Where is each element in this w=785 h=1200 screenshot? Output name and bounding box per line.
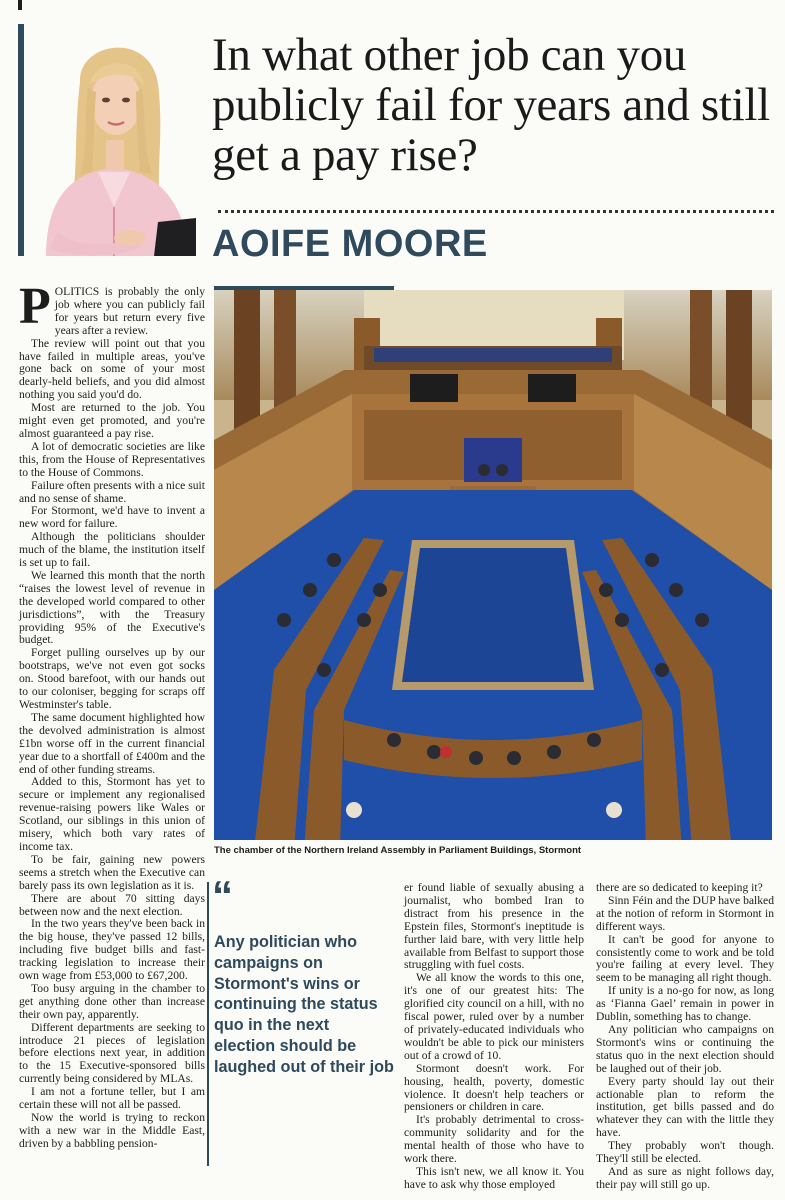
top-rule	[18, 0, 22, 10]
article-column-1	[19, 278, 205, 1151]
body-paragraph: There are about 70 sitting days between now and the next election.	[19, 891, 205, 918]
body-paragraph: It's probably detrimental to cross-community solidarity and for the mental health of those who have to work there.	[404, 1113, 584, 1166]
body-paragraph: Although the politicians shoulder much of the blame, the institution itself is set up to fail.	[19, 530, 205, 570]
body-paragraph: We all know the words to this one, it's one of our greatest hits: The glorified city council on a hill, with no fiscal power, ruled over by a number of privately-educated individuals who wouldn't be able to pick our ministers out of a crowd of 10.	[404, 971, 584, 1062]
body-paragraph: Too busy arguing in the chamber to get anything done other than increase their own pay, apparently.	[19, 981, 205, 1021]
pullquote: Any politician who campaigns on Stormont's wins or continuing the status quo in the next election should be laughed out of their job	[214, 933, 394, 1076]
body-paragraph: there are so dedicated to keeping it?	[596, 881, 763, 894]
body-paragraph: Every party should lay out their actionable plan to reform the institution, get bills passed and do whatever they can with the little they have.	[596, 1074, 774, 1140]
body-paragraph: Forget pulling ourselves up by our bootstraps, we've not even got socks on. Stood barefoot, with our hands out to our coloniser, begging for scraps off Westminster's table.	[19, 646, 205, 711]
body-paragraph: Added to this, Stormont has yet to secure or implement any regionalised revenue-raising powers like Wales or Scotland, our siblings in this union of misery, which both vary rates of income tax.	[19, 775, 205, 853]
body-paragraph: Failure often presents with a nice suit and no sense of shame.	[19, 478, 205, 505]
assembly-chamber-photo	[214, 290, 772, 840]
body-paragraph: Stormont doesn't work. For housing, health, poverty, domestic violence. It doesn't help teachers or pensioners or children in care.	[404, 1061, 584, 1114]
article-column-3	[404, 882, 584, 1192]
body-paragraph: Sinn Féin and the DUP have balked at the notion of reform in Stormont in different ways.	[596, 893, 774, 933]
body-paragraph: Now the world is trying to reckon with a new war in the Middle East, driven by a babbling pension-	[19, 1111, 205, 1150]
article-column-4	[596, 882, 774, 1192]
body-paragraph: This isn't new, we all know it. You have to ask why those employed	[404, 1164, 584, 1191]
headline: In what other job can you publicly fail for years and still get a pay rise?	[212, 29, 770, 181]
body-paragraph: They probably won't though. They'll still be elected.	[596, 1139, 774, 1166]
body-paragraph: Different departments are seeking to introduce 21 pieces of legislation before elections next year, in addition to the 15 Executive-sponsored bills currently being considered by MLAs.	[19, 1020, 205, 1086]
intro-paragraph	[19, 278, 205, 338]
author-photo	[28, 22, 200, 256]
drop-cap: P	[19, 278, 51, 335]
body-paragraph: If unity is a no-go for now, as long as ‘Fianna Gael’ remain in power in Dublin, something has to change.	[596, 984, 774, 1024]
body-paragraph: I am not a fortune teller, but I am certain these will not all be passed.	[19, 1085, 205, 1112]
body-paragraph: The same document highlighted how the devolved administration is almost £1bn worse off in the current financial year due to a shortfall of £400m and the end of other funding streams.	[19, 710, 205, 776]
pullquote-rule	[207, 882, 209, 1166]
body-paragraph: In the two years they've been back in the big house, they've passed 12 bills, including five budget bills and fast-tracking legislation to increase their own wage from £53,000 to £67,200.	[19, 917, 205, 983]
body-paragraph: Any politician who campaigns on Stormont's wins or continuing the status quo in the next election should be laughed out of their job.	[596, 1022, 774, 1075]
body-paragraph: We learned this month that the north “raises the lowest level of revenue in the developed world compared to other jurisdictions”, with the Treasury providing 95% of the Executive's budget.	[19, 568, 205, 647]
byline: AOIFE MOORE	[212, 223, 488, 265]
body-paragraph: er found liable of sexually abusing a journalist, who bombed Iran to distract from his presence in the Epstein files, Stormont's ineptitude is further laid bare, with very little help available from Belfast to support those struggling with fuel costs.	[404, 881, 584, 972]
intro-text: OLITICS is probably the only job where you can publicly fail for years but return every five years after a review.	[54, 285, 205, 337]
body-paragraph: To be fair, gaining new powers seems a stretch when the Executive can barely pass its own legislation as it is.	[19, 852, 205, 892]
body-paragraph: And as sure as night follows day, their pay will still go up.	[596, 1164, 774, 1191]
quote-mark-icon: “	[212, 872, 233, 919]
body-paragraph: For Stormont, we'd have to invent a new word for failure.	[19, 504, 205, 531]
body-paragraph: It can't be good for anyone to consistently come to work and be told you're failing at every level. They seem to be managing all right though.	[596, 932, 774, 985]
photo-caption: The chamber of the Northern Ireland Assembly in Parliament Buildings, Stormont	[214, 845, 582, 856]
body-paragraph: A lot of democratic societies are like this, from the House of Representatives to the House of Commons.	[19, 439, 205, 479]
body-paragraph: Most are returned to the job. You might even get promoted, and you're almost guaranteed a pay rise.	[19, 401, 205, 440]
header-accent-bar	[18, 24, 24, 256]
dotted-divider	[218, 210, 774, 213]
body-paragraph: The review will point out that you have failed in multiple areas, you've gone back on some of your most dearly-held beliefs, and you did almost nothing you said you'd do.	[19, 336, 205, 402]
